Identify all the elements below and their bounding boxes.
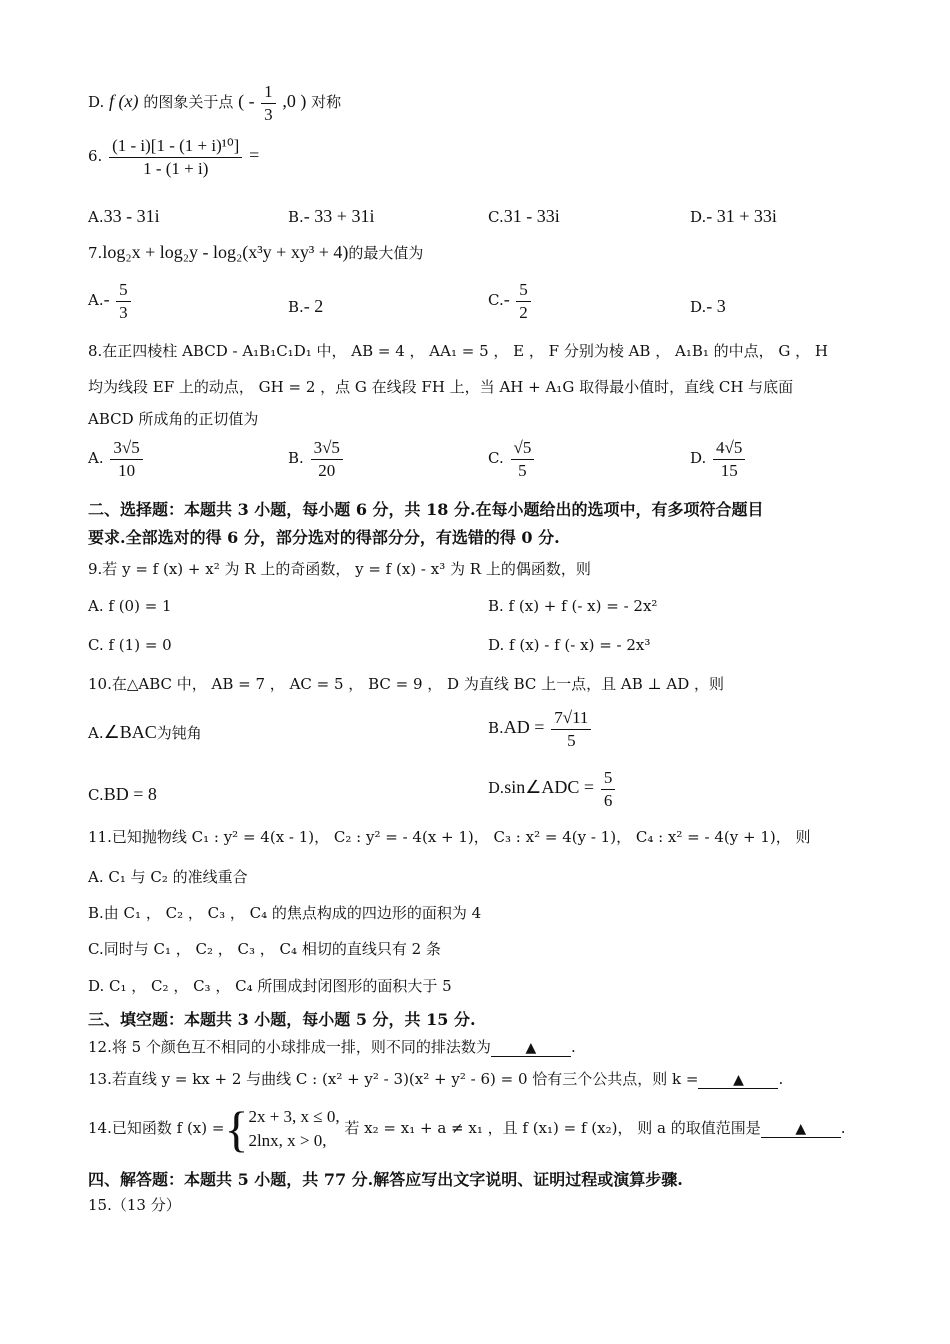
q11-option-a: A. C₁ 与 C₂ 的准线重合 [88,868,248,886]
section-4-heading: 四、解答题：本题共 5 小题，共 77 分.解答应写出文字说明、证明过程或演算步骤. [88,1170,683,1189]
q9-option-a: A. f (0) = 1 [88,597,172,615]
q7-option-b: B.- 2 [288,296,324,316]
q11-option-b: B.由 C₁ ， C₂ ， C₃ ， C₄ 的焦点构成的四边形的面积为 4 [88,904,482,922]
q11-option-c: C.同时与 C₁ ， C₂ ， C₃ ， C₄ 相切的直线只有 2 条 [88,940,441,958]
q8-option-b: B. $\frac{3√5}{20}$ [288,438,345,480]
q13-answer-blank: ▲ [698,1072,778,1089]
q9-option-d: D. f (x) - f (- x) = - 2x³ [488,636,651,654]
q7-option-d: D.- 3 [690,296,726,316]
q8-stem-line1: 8.在正四棱柱 ABCD - A₁B₁C₁D₁ 中， AB = 4 ， AA₁ = 5 ， E ， F 分别为棱 AB ， A₁B₁ 的中点， G ， H [88,342,829,360]
q11-option-d: D. C₁ ， C₂ ， C₃ ， C₄ 所围成封闭图形的面积大于 5 [88,977,452,995]
q8-stem-line3: ABCD 所成角的正切值为 [88,410,259,428]
q13-stem: 13.若直线 y = kx + 2 与曲线 C : (x² + y² - 3)(x² + y² - 6) = 0 恰有三个公共点，则 k = ▲ . [88,1070,784,1088]
q8-option-c: C. $\frac{√5}{5}$ [488,438,536,480]
q9-option-b: B. f (x) + f (- x) = - 2x² [488,597,658,615]
q6-option-b: B.- 33 + 31i [288,206,375,226]
q9-stem: 9.若 y = f (x) + x² 为 R 上的奇函数， y = f (x) - x³ 为 R 上的偶函数，则 [88,560,591,578]
q8-option-a: A. $\frac{3√5}{10}$ [88,438,145,480]
q8-stem-line2: 均为线段 EF 上的动点， GH = 2 ，点 G 在线段 FH 上，当 AH + A₁G 取得最小值时，直线 CH 与底面 [88,378,794,396]
q5-option-d: D. f (x) 的图象关于点 ( - $\frac{1}{3}$ ,0 ) 对称 [88,82,342,124]
q6-option-c: C.31 - 33i [488,206,560,226]
q7-stem: 7.log₂x + log₂y - log₂(x³y + xy³ + 4)的最大值为 [88,242,424,262]
q15-heading: 15.（13 分） [88,1196,181,1214]
q7-option-c: C.- $\frac{5}{2}$ [488,280,533,322]
q8-option-d: D. $\frac{4√5}{15}$ [690,438,747,480]
q14-piecewise: 2x + 3, x ≤ 0, 2lnx, x > 0, [248,1107,340,1150]
q9-option-c: C. f (1) = 0 [88,636,172,654]
q6-option-d: D.- 31 + 33i [690,206,777,226]
q10-stem: 10.在△ABC 中， AB = 7 ， AC = 5 ， BC = 9 ， D 为直线 BC 上一点，且 AB ⊥ AD ，则 [88,675,725,693]
q7-option-a: A.- $\frac{5}{3}$ [88,280,133,322]
q14-stem: 14.已知函数 f (x) ={2x + 3, x ≤ 0, 2lnx, x > 0, 若 x₂ = x₁ + a ≠ x₁ ，且 f (x₁) = f (x₂)， 则 a 的取值范围是 ▲ . [88,1101,846,1157]
q10-option-a: A.∠BAC为钝角 [88,722,202,742]
q10-option-d: D.sin∠ADC = $\frac{5}{6}$ [488,768,617,810]
section-2-heading-line1: 二、选择题：本题共 3 小题，每小题 6 分，共 18 分.在每小题给出的选项中，有多项符合题目 [88,500,764,519]
q12-stem: 12.将 5 个颜色互不相同的小球排成一排，则不同的排法数为 ▲ . [88,1038,576,1056]
q10-option-c: C.BD = 8 [88,784,157,804]
q6-option-a: A.33 - 31i [88,206,160,226]
q6-stem: 6. $\frac{\text{(1 - i)[1 - (1 + i)¹⁰]}}{1 - (1 + i)}$ = [88,136,260,178]
section-2-heading-line2: 要求.全部选对的得 6 分，部分选对的得部分分，有选错的得 0 分. [88,528,560,547]
q10-option-b: B.AD = $\frac{7√11}{5}$ [488,708,593,750]
section-3-heading: 三、填空题：本题共 3 小题，每小题 5 分，共 15 分. [88,1010,476,1029]
q11-stem: 11.已知抛物线 C₁ : y² = 4(x - 1)， C₂ : y² = - 4(x + 1)， C₃ : x² = 4(y - 1)， C₄ : x² = - 4(y + 1)， 则 [88,828,811,846]
q14-answer-blank: ▲ [761,1121,841,1138]
q12-answer-blank: ▲ [491,1040,571,1057]
